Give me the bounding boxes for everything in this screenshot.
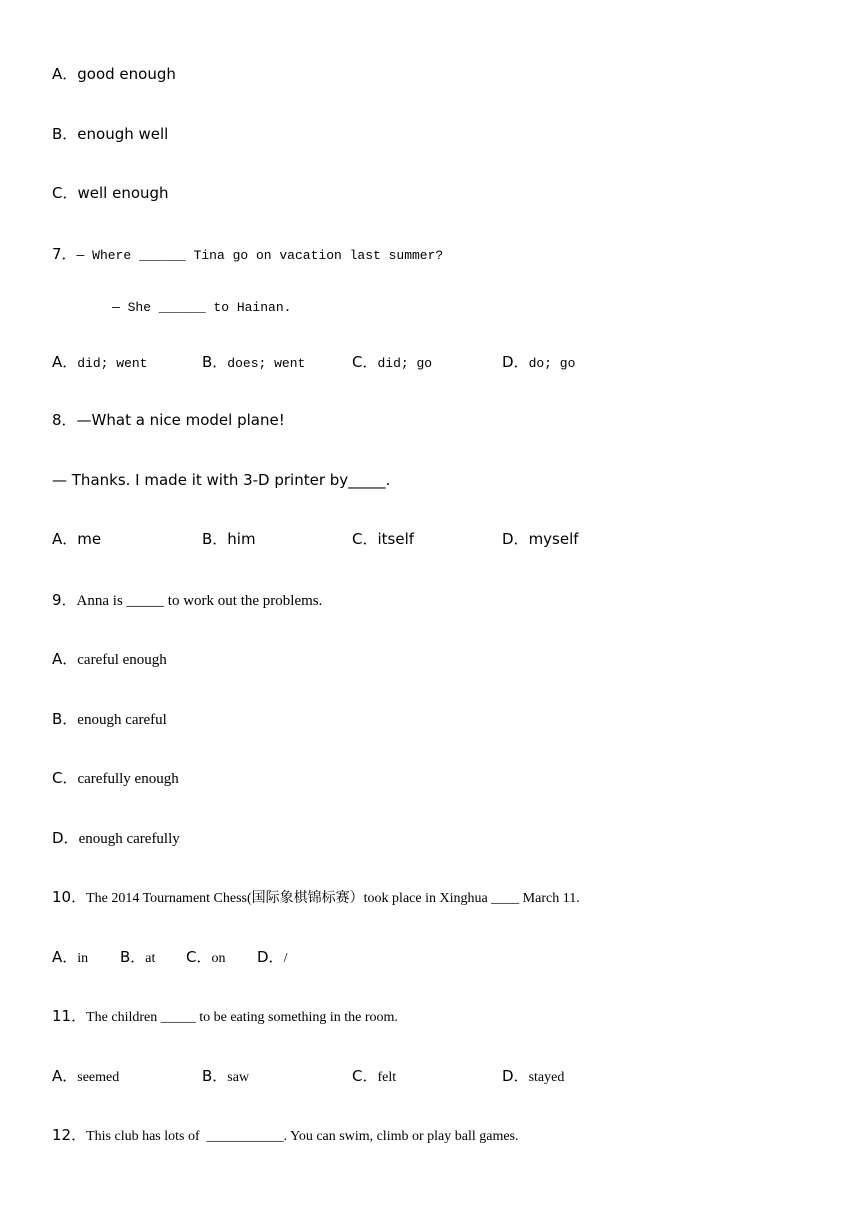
q11-option-d: D．stayed [502,1067,565,1085]
q6-option-b: B．enough well [52,125,169,143]
q11-option-b: B．saw [202,1067,250,1085]
q8-stem-line1: 8．—What a nice model plane! [52,411,285,429]
q11-number: 11． [52,1007,87,1025]
q8-number: 8． [52,411,77,429]
q7-option-a: A．did; went [52,353,148,371]
q7-stem-line1: 7．— Where ______ Tina go on vacation last summer? [52,245,444,263]
q8-option-c: C．itself [352,530,415,548]
q7-option-d: D．do; go [502,353,576,371]
q8-stem-line2: — Thanks. I made it with 3-D printer by_____. [52,471,391,489]
q10-option-a: A．in [52,948,89,966]
q12-number: 12． [52,1126,87,1144]
q6-option-c: C．well enough [52,184,169,202]
q8-option-d: D．myself [502,530,579,548]
q10-option-b: B．at [120,948,156,966]
q11-option-a: A．seemed [52,1067,120,1085]
q10-option-d: D．/ [257,948,288,966]
q10-number: 10． [52,888,87,906]
q12-stem: 12．This club has lots of ___________. You can swim, climb or play ball games. [52,1126,519,1144]
q7-number: 7． [52,245,77,263]
q7-option-b: B．does; went [202,353,306,371]
q9-stem: 9．Anna is _____ to work out the problems. [52,591,323,609]
q9-option-a: A．careful enough [52,650,167,668]
q9-option-d: D．enough carefully [52,829,180,847]
q8-option-b: B．him [202,530,256,548]
q9-option-b: B．enough careful [52,710,167,728]
q7-option-c: C．did; go [352,353,433,371]
q9-number: 9． [52,591,77,609]
q8-option-a: A．me [52,530,102,548]
q10-option-c: C．on [186,948,226,966]
q9-option-c: C．carefully enough [52,769,179,787]
q6-option-a: A．good enough [52,65,176,83]
q11-option-c: C．felt [352,1067,397,1085]
q11-stem: 11．The children _____ to be eating something in the room. [52,1007,398,1025]
q7-stem-line2: — She ______ to Hainan. [112,300,292,315]
q10-stem: 10．The 2014 Tournament Chess(国际象棋锦标赛）took place in Xinghua ____ March 11. [52,888,580,906]
